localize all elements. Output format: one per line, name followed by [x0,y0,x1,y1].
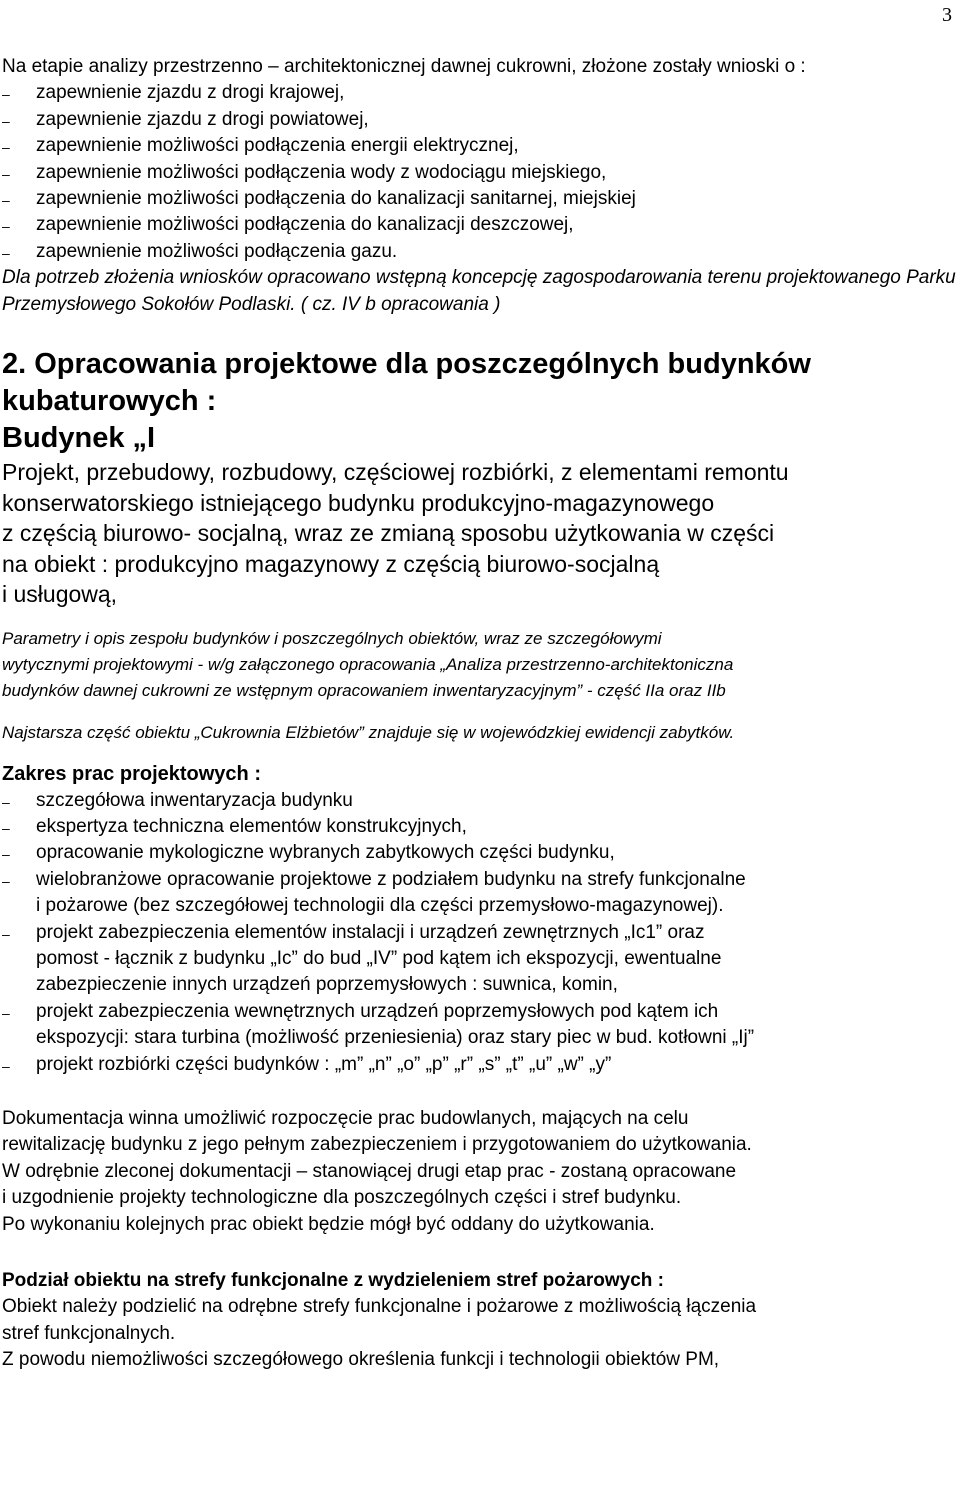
zones-paragraph [2,1294,957,1373]
list-item: – zapewnienie zjazdu z drogi powiatowej, [2,107,957,133]
text-line: projekt rozbiórki części budynków : „m” „n” „o” „p” „r” „s” „t” „u” „w” „y” [36,1053,612,1075]
list-item [2,788,957,814]
parameters-note [2,626,957,704]
text-line: zabezpieczenie innych urządzeń poprzemysłowych : suwnica, komin, [36,974,618,996]
list-item: – zapewnienie możliwości podłączenia gazu. [2,239,957,265]
text-line: W odrębnie zleconej dokumentacji – stanowiącej drugi etap prac - zostaną opracowane [2,1160,737,1182]
list-item [2,814,957,840]
text-line: i pożarowe (bez szczegółowej technologii dla części przemysłowo-magazynowej). [36,895,724,917]
text-line: ekspertyza techniczna elementów konstrukcyjnych, [36,815,467,837]
section-heading-line: 2. Opracowania projektowe dla poszczególnych budynków [2,348,811,381]
text-line: wielobranżowe opracowanie projektowe z podziałem budynku na strefy funkcjonalne [36,868,746,890]
spacer [2,1238,957,1254]
section-heading-line: kubaturowych : [2,385,217,418]
list-item [2,920,957,999]
spacer [2,746,957,760]
text-line: szczegółowa inwentaryzacja budynku [36,789,353,811]
list-item: – zapewnienie możliwości podłączenia do kanalizacji deszczowej, [2,212,957,238]
section-heading [2,346,957,457]
scope-heading [2,760,957,788]
text-line: projekt zabezpieczenia elementów instalacji i urządzeń zewnętrznych „Ic1” oraz [36,921,705,943]
spacer [2,1254,957,1268]
text-line: ekspozycji: stara turbina (możliwość przeniesienia) oraz stary piec w bud. kotłowni „Ij” [36,1027,755,1049]
intro-request-list [2,80,957,265]
text-line: Projekt, przebudowy, rozbudowy, częściowej rozbiórki, z elementami remontu [2,459,789,486]
text-line: opracowanie mykologiczne wybranych zabytkowych części budynku, [36,842,615,864]
intro-concept-note: Dla potrzeb złożenia wniosków opracowano wstępną koncepcję zagospodarowania terenu projektowanego Parku Przemysłowego Sokołów Podlaski. ( cz. IV b opracowania ) [2,267,956,315]
zones-heading: Podział obiektu na strefy funkcjonalne z wydzieleniem stref pożarowych : [2,1270,664,1292]
spacer [2,1092,957,1106]
page-number: 3 [942,4,952,26]
list-item: – zapewnienie zjazdu z drogi krajowej, [2,80,957,106]
text-line: Parametry i opis zespołu budynków i poszczególnych obiektów, wraz ze szczegółowymi [2,628,662,648]
text-line: konserwatorskiego istniejącego budynku produkcyjno-magazynowego [2,489,715,516]
building-title: Budynek „I [2,422,156,455]
list-item [2,1052,957,1078]
project-description [2,457,957,610]
text-line: i uzgodnienie projekty technologiczne dla poszczególnych części i stref budynku. [2,1187,682,1209]
text-line: Z powodu niemożliwości szczegółowego określenia funkcji i technologii obiektów PM, [2,1349,720,1371]
scope-list [2,788,957,1078]
documentation-paragraph [2,1106,957,1238]
text-line: Dokumentacja winna umożliwić rozpoczęcie prac budowlanych, mających na celu [2,1108,689,1130]
text-line: stref funkcjonalnych. [2,1322,176,1344]
intro-lead: Na etapie analizy przestrzenno – architektonicznej dawnej cukrowni, złożone zostały wnioski o : [2,56,806,77]
text-line: budynków dawnej cukrowni ze wstępnym opracowaniem inwentaryzacyjnym” - część IIa oraz IIb [2,680,726,700]
text-line: na obiekt : produkcyjno magazynowy z częścią biurowo-socjalną [2,550,660,577]
spacer [2,318,957,346]
list-item: – zapewnienie możliwości podłączenia wody z wodociągu miejskiego, [2,160,957,186]
spacer [2,704,957,720]
list-item: – zapewnienie możliwości podłączenia energii elektrycznej, [2,133,957,159]
list-item [2,840,957,866]
text-line: rewitalizację budynku z jego pełnym zabezpieczeniem i przygotowaniem do użytkowania. [2,1134,752,1156]
text-line: wytycznymi projektowymi - w/g załączonego opracowania „Analiza przestrzenno-architektoniczna [2,654,734,674]
spacer [2,1078,957,1092]
heritage-note: Najstarsza część obiektu „Cukrownia Elżbietów” znajduje się w wojewódzkiej ewidencji zabytków. [2,722,735,742]
text-line: z częścią biurowo- socjalną, wraz ze zmianą sposobu użytkowania w części [2,520,775,547]
scope-heading-text: Zakres prac projektowych : [2,762,261,785]
text-line: i usługową, [2,581,118,608]
list-item: – zapewnienie możliwości podłączenia do kanalizacji sanitarnej, miejskiej [2,186,957,212]
list-item [2,999,957,1052]
text-line: Obiekt należy podzielić na odrębne strefy funkcjonalne i pożarowe z możliwością łączenia [2,1296,757,1318]
text-line: projekt zabezpieczenia wewnętrznych urządzeń poprzemysłowych pod kątem ich [36,1000,719,1022]
page-content [2,54,957,1374]
list-item [2,867,957,920]
text-line: Po wykonaniu kolejnych prac obiekt będzie mógł być oddany do użytkowania. [2,1213,655,1235]
text-line: pomost - łącznik z budynku „Ic” do bud „IV” pod kątem ich ekspozycji, ewentualne [36,948,722,969]
spacer [2,610,957,626]
